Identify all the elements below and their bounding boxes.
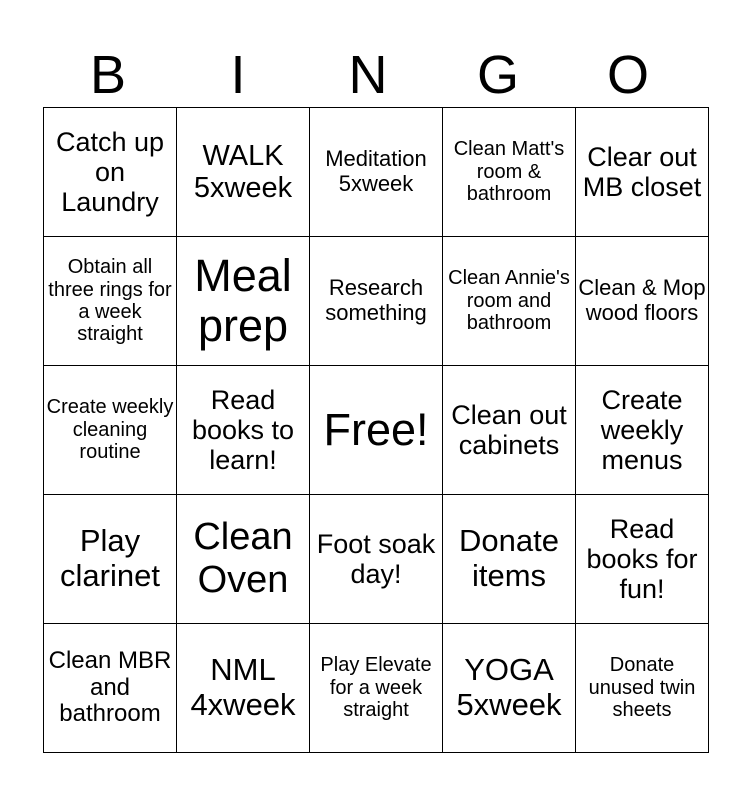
- free-space[interactable]: Free!: [310, 366, 443, 495]
- bingo-cell[interactable]: Meditation 5xweek: [310, 108, 443, 237]
- header-letter-o: O: [606, 45, 649, 105]
- bingo-header: [43, 42, 693, 108]
- bingo-board: [43, 107, 709, 753]
- bingo-cell[interactable]: Play clarinet: [44, 495, 177, 624]
- bingo-cell[interactable]: Create weekly cleaning routine: [44, 366, 177, 495]
- bingo-cell[interactable]: Clean out cabinets: [443, 366, 576, 495]
- bingo-cell[interactable]: Research something: [310, 237, 443, 366]
- bingo-cell[interactable]: Play Elevate for a week straight: [310, 624, 443, 753]
- bingo-cell[interactable]: Meal prep: [177, 237, 310, 366]
- bingo-cell[interactable]: WALK 5xweek: [177, 108, 310, 237]
- board-row: [44, 495, 709, 624]
- bingo-cell[interactable]: Clear out MB closet: [576, 108, 709, 237]
- bingo-cell[interactable]: YOGA 5xweek: [443, 624, 576, 753]
- bingo-cell[interactable]: Clean MBR and bathroom: [44, 624, 177, 753]
- board-row: [44, 237, 709, 366]
- header-letter-b: B: [89, 45, 127, 105]
- board-row: [44, 366, 709, 495]
- bingo-cell[interactable]: Read books to learn!: [177, 366, 310, 495]
- bingo-cell[interactable]: Create weekly menus: [576, 366, 709, 495]
- board-row: [44, 108, 709, 237]
- bingo-cell[interactable]: Donate unused twin sheets: [576, 624, 709, 753]
- bingo-cell[interactable]: Donate items: [443, 495, 576, 624]
- header-letter-g: G: [476, 45, 519, 105]
- bingo-cell[interactable]: Read books for fun!: [576, 495, 709, 624]
- board-row: [44, 624, 709, 753]
- bingo-cell[interactable]: NML 4xweek: [177, 624, 310, 753]
- header-letter-n: N: [348, 45, 388, 105]
- bingo-cell[interactable]: Clean Oven: [177, 495, 310, 624]
- bingo-cell[interactable]: Clean Annie's room and bathroom: [443, 237, 576, 366]
- header-letter-i: I: [230, 45, 246, 105]
- bingo-cell[interactable]: Clean & Mop wood floors: [576, 237, 709, 366]
- bingo-cell[interactable]: Foot soak day!: [310, 495, 443, 624]
- bingo-cell[interactable]: Catch up on Laundry: [44, 108, 177, 237]
- bingo-cell[interactable]: Clean Matt's room & bathroom: [443, 108, 576, 237]
- bingo-cell[interactable]: Obtain all three rings for a week straight: [44, 237, 177, 366]
